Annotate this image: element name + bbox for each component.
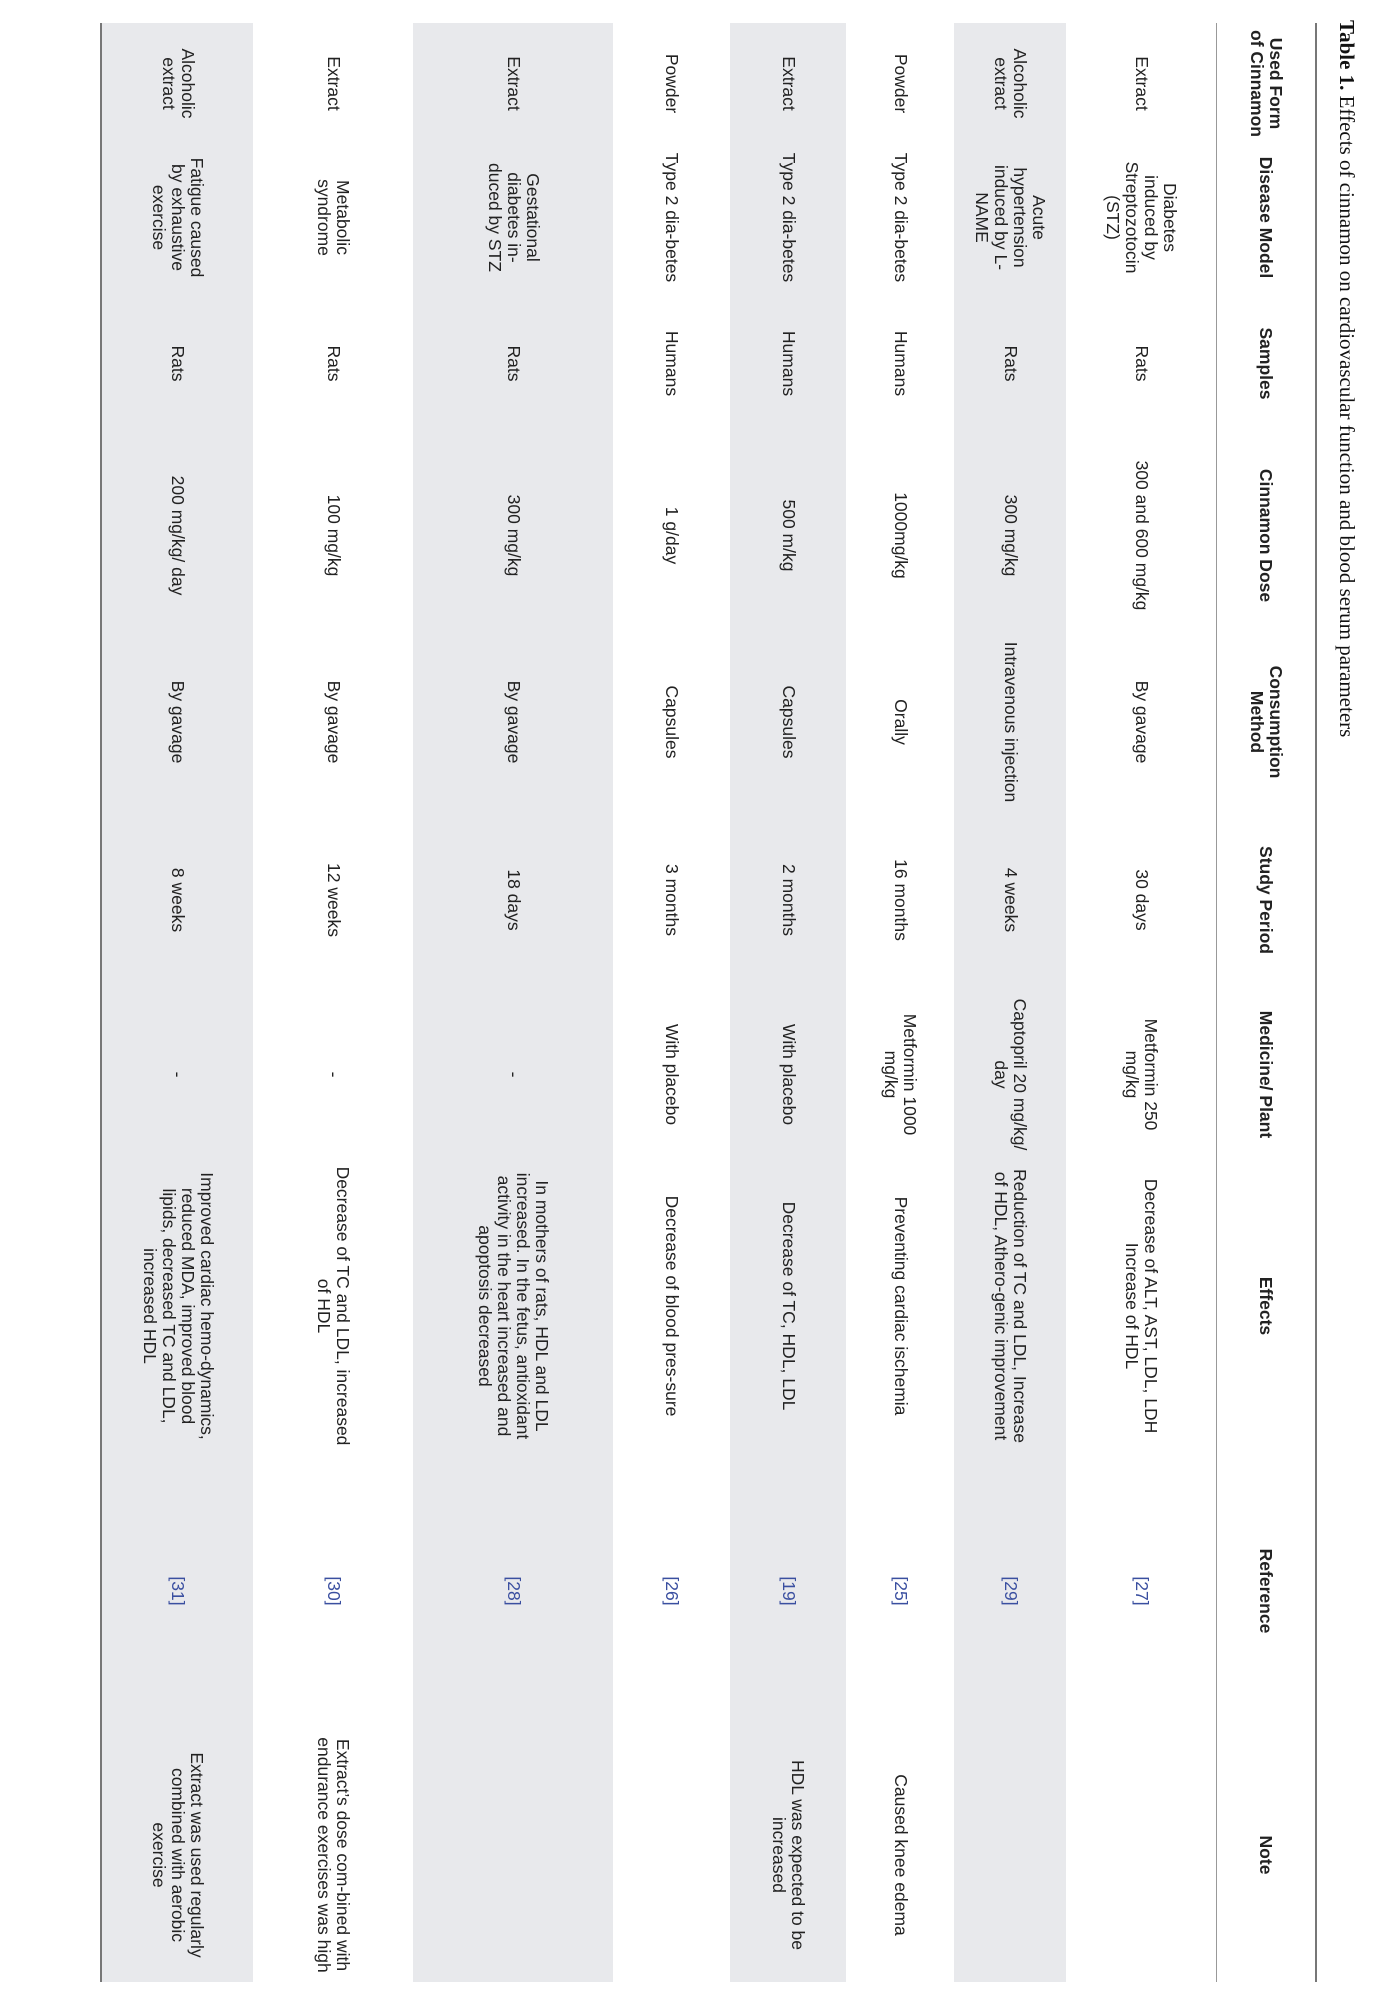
cell-note: HDL was expected to be increased — [731, 1728, 847, 1982]
cell-effects: Decrease of TC, HDL, LDL — [731, 1158, 847, 1454]
cell-method: Capsules — [662, 685, 683, 759]
cell-method: Intravenous injection — [955, 635, 1067, 809]
table-row — [414, 23, 614, 1982]
cell-form: Alcoholic extract — [955, 23, 1067, 144]
cell-period: 30 days — [1131, 869, 1152, 931]
cell-effects: Decrease of ALT, AST, LDL, LDH Increase of HDL — [1122, 1178, 1162, 1434]
cell-form: Extract — [414, 23, 614, 144]
header-row — [1217, 23, 1317, 1982]
col-header-samples: Samples — [1217, 291, 1317, 436]
cell-disease: Fatigue caused by exhaustive exercise — [102, 144, 254, 291]
cell-medicine: Captopril 20 mg/kg/ day — [955, 991, 1067, 1158]
cell-reference-link[interactable]: [25] — [891, 1576, 911, 1606]
cell-effects: Improved cardiac hemo-dynamics, reduced MDA, improved blood lipids, decreased TC and LDL, increased HDL — [102, 1158, 254, 1454]
cell-form: Alcoholic extract — [102, 23, 254, 144]
cell-method: By gavage — [102, 635, 254, 809]
cell-samples: Rats — [414, 291, 614, 436]
col-header-method: Consumption Method — [1217, 635, 1317, 809]
cell-effects: Decrease of blood pres-sure — [662, 1195, 683, 1417]
cell-disease: Gestational diabetes in-duced by STZ — [414, 144, 614, 291]
cell-medicine: - — [414, 991, 614, 1158]
cinnamon-effects-table — [101, 23, 1318, 1982]
cell-dose: 1000mg/kg — [891, 492, 911, 579]
cell-period: 3 months — [662, 864, 683, 936]
cell-form: Extract — [731, 23, 847, 144]
cell-dose: 300 mg/kg — [955, 436, 1067, 635]
cell-effects: Preventing cardiac ischemia — [891, 1196, 911, 1416]
cell-medicine: With placebo — [662, 1023, 683, 1126]
cell-period: 18 days — [414, 809, 614, 991]
cell-effects: Reduction of TC and LDL, Increase of HDL, Athero-genic improvement — [955, 1158, 1067, 1454]
cell-period: 12 weeks — [324, 863, 344, 937]
cell-reference-link[interactable]: [19] — [731, 1454, 847, 1728]
cell-dose: 300 mg/kg — [414, 436, 614, 635]
cell-disease: Diabetes induced by Streptozotocin (STZ) — [1103, 161, 1181, 274]
cell-dose: 1 g/day — [662, 506, 683, 565]
table-row — [1067, 23, 1217, 1982]
cell-method: By gavage — [324, 680, 344, 764]
cell-samples: Rats — [1131, 345, 1152, 382]
table-row — [614, 23, 731, 1982]
cell-reference-link[interactable]: [30] — [324, 1576, 344, 1606]
cell-method: By gavage — [414, 635, 614, 809]
caption-label: Table 1. — [1335, 20, 1359, 91]
cell-period: 4 weeks — [955, 809, 1067, 991]
cell-method: Capsules — [731, 635, 847, 809]
cell-dose: 300 and 600 mg/kg — [1131, 460, 1152, 611]
cell-medicine: With placebo — [731, 991, 847, 1158]
cell-period: 16 months — [891, 859, 911, 941]
cell-medicine: - — [324, 1071, 344, 1078]
cell-disease: Type 2 dia-betes — [731, 144, 847, 291]
cell-medicine: - — [102, 991, 254, 1158]
cell-medicine: Metformin 250 mg/kg — [1122, 1018, 1162, 1131]
cell-period: 8 weeks — [102, 809, 254, 991]
cell-form: Extract — [324, 56, 344, 111]
cell-note — [1067, 1728, 1217, 1982]
col-header-effects: Effects — [1217, 1158, 1317, 1454]
cell-effects: In mothers of rats, HDL and LDL increased. In the fetus, antioxidant activity in the heart increased and apoptosis decreased — [414, 1158, 614, 1454]
cell-note — [414, 1728, 614, 1982]
table-row — [847, 23, 955, 1982]
cell-samples: Rats — [324, 345, 344, 382]
cell-disease: Type 2 dia-betes — [891, 152, 911, 283]
cell-reference-link[interactable]: [28] — [414, 1454, 614, 1728]
col-header-dose: Cinnamon Dose — [1217, 436, 1317, 635]
cell-dose: 200 mg/kg/ day — [102, 436, 254, 635]
cell-medicine: Metformin 1000 mg/kg — [881, 1013, 921, 1136]
cell-form: Powder — [662, 53, 683, 114]
col-header-disease: Disease Model — [1217, 144, 1317, 291]
caption-text: Effects of cinnamon on cardiovascular function and blood serum parameters — [1335, 95, 1359, 738]
cell-effects: Decrease of TC and LDL, increased of HDL — [314, 1166, 354, 1446]
cell-note — [614, 1728, 731, 1982]
cell-note: Extract’s dose com-bined with endurance exercises was high — [314, 1737, 354, 1973]
cell-samples: Humans — [891, 330, 911, 397]
col-header-note: Note — [1217, 1728, 1317, 1982]
cell-dose: 100 mg/kg — [324, 494, 344, 577]
col-header-period: Study Period — [1217, 809, 1317, 991]
cell-reference-link[interactable]: [31] — [102, 1454, 254, 1728]
cell-form: Powder — [891, 53, 911, 114]
cell-reference-link[interactable]: [29] — [955, 1454, 1067, 1728]
table-row — [254, 23, 414, 1982]
cell-disease: Metabolic syndrome — [314, 179, 354, 256]
table-row — [102, 23, 254, 1982]
cell-samples: Rats — [102, 291, 254, 436]
cell-method: By gavage — [1131, 680, 1152, 764]
cell-disease: Acute hypertension induced by L-NAME — [955, 144, 1067, 291]
cell-reference-link[interactable]: [27] — [1131, 1576, 1152, 1606]
cell-form: Extract — [1131, 56, 1152, 111]
cell-reference-link[interactable]: [26] — [662, 1576, 683, 1606]
cell-method: Orally — [891, 699, 911, 745]
cell-disease: Type 2 dia-betes — [662, 152, 683, 283]
cell-note: Caused knee edema — [891, 1774, 911, 1936]
table-row — [955, 23, 1067, 1982]
cell-samples: Humans — [662, 330, 683, 397]
table-caption — [1334, 20, 1359, 737]
cell-samples: Humans — [731, 291, 847, 436]
col-header-reference: Reference — [1217, 1454, 1317, 1728]
cell-dose: 500 m/kg — [731, 436, 847, 635]
cell-note — [955, 1728, 1067, 1982]
col-header-medicine: Medicine/ Plant — [1217, 991, 1317, 1158]
cell-period: 2 months — [731, 809, 847, 991]
table-row — [731, 23, 847, 1982]
cell-note: Extract was used regularly combined with aerobic exercise — [102, 1728, 254, 1982]
col-header-form: Used Form of Cinnamon — [1217, 23, 1317, 144]
cell-samples: Rats — [955, 291, 1067, 436]
